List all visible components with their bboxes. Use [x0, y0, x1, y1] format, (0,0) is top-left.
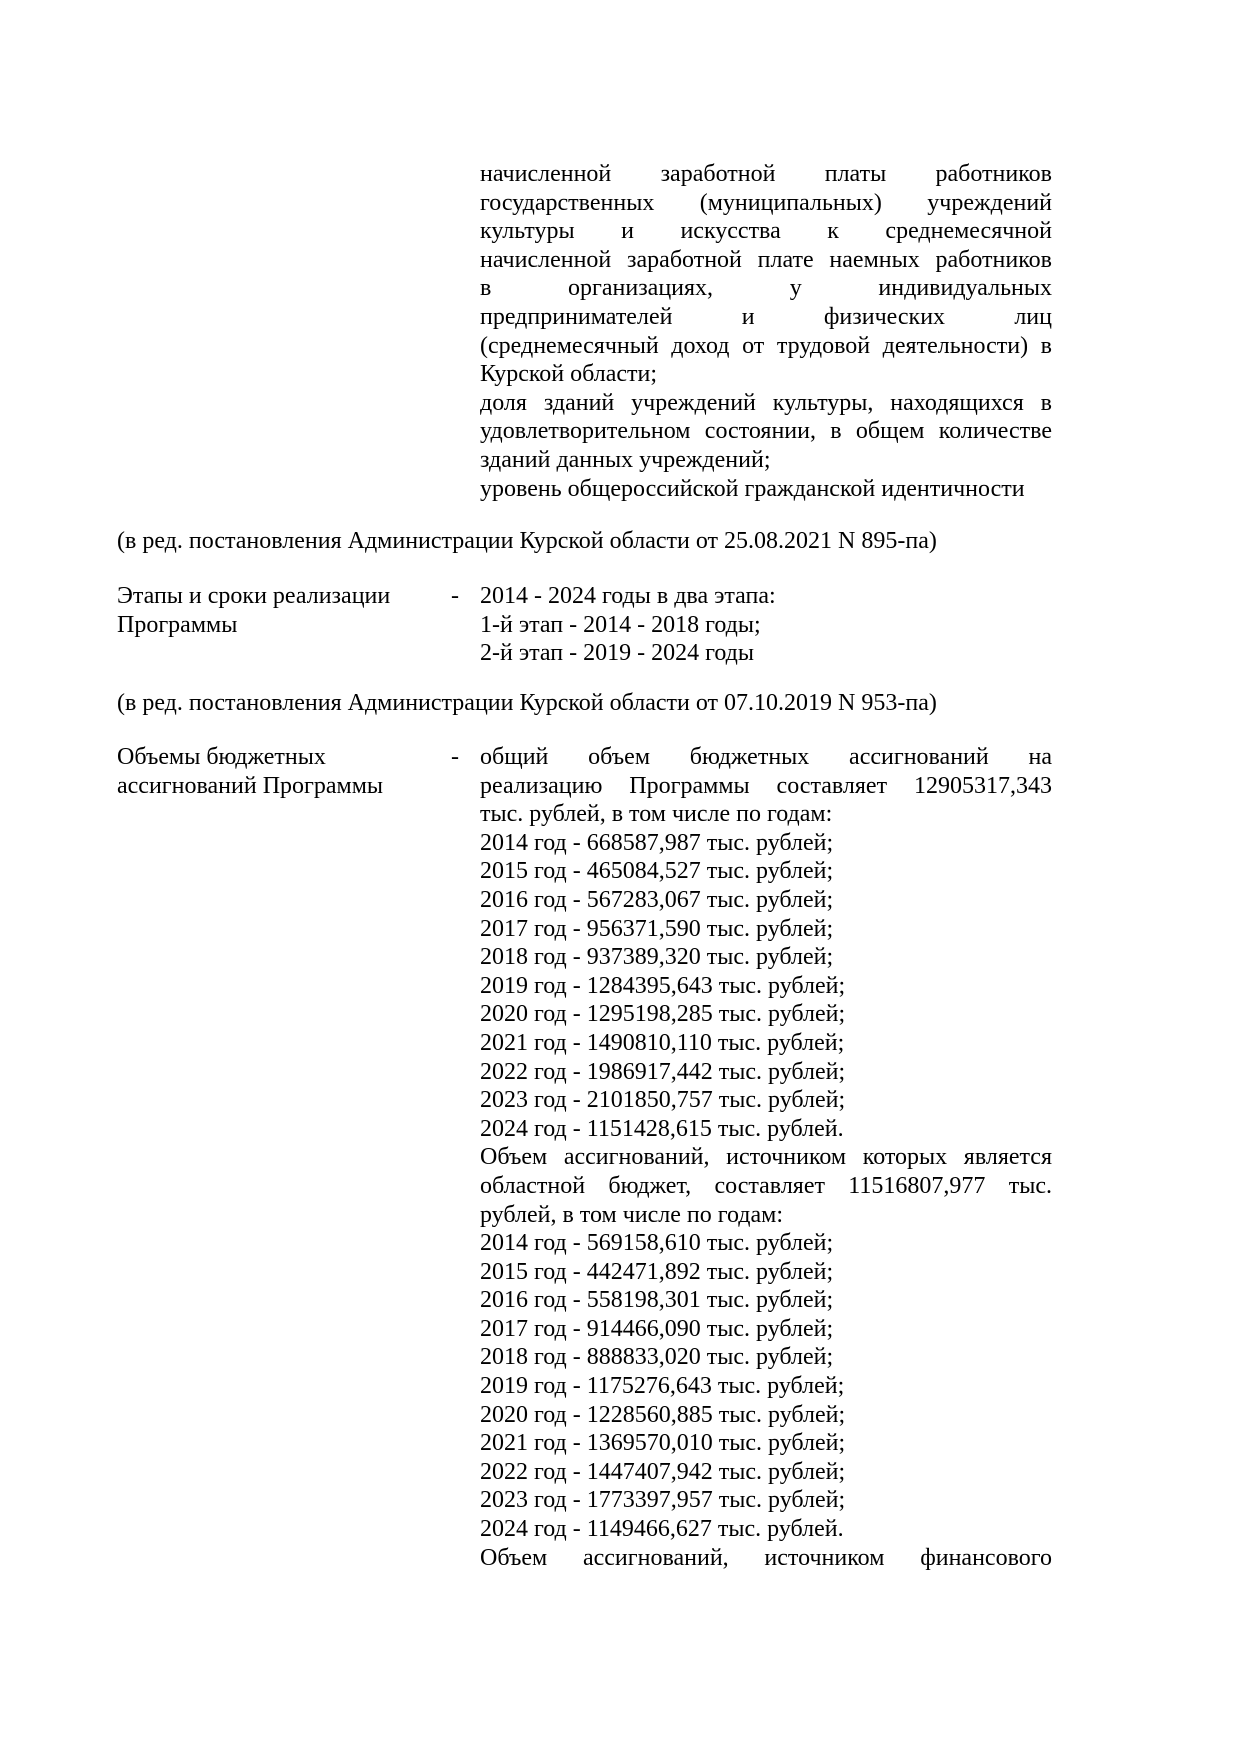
text-line: в организациях, у индивидуальных — [480, 275, 1052, 302]
text-line: общий объем бюджетных ассигнований на — [480, 744, 1052, 770]
year-line: 2022 год - 1447407,942 тыс. рублей; — [480, 1458, 846, 1485]
text-line: зданий данных учреждений; — [480, 446, 771, 473]
stages-dash: - — [451, 583, 459, 609]
year-line: 2020 год - 1228560,885 тыс. рублей; — [480, 1401, 846, 1428]
year-line: 2021 год - 1369570,010 тыс. рублей; — [480, 1430, 846, 1457]
text-line: Объем ассигнований, источником которых является — [480, 1144, 1052, 1171]
amendment-note: (в ред. постановления Администрации Курской области от 07.10.2019 N 953-па) — [117, 690, 937, 716]
text-line: удовлетворительном состоянии, в общем количестве — [480, 418, 1052, 445]
year-line: 2024 год - 1149466,627 тыс. рублей. — [480, 1516, 844, 1543]
text-line: начисленной заработной плате наемных работников — [480, 246, 1052, 273]
year-line: 2015 год - 442471,892 тыс. рублей; — [480, 1258, 834, 1285]
text-line: Объем ассигнований, источником финансового — [480, 1544, 1052, 1571]
text-line: государственных (муниципальных) учреждений — [480, 189, 1052, 216]
text-line: 2-й этап - 2019 - 2024 годы — [480, 640, 754, 667]
stages-label-line: Программы — [117, 611, 238, 638]
text-line: уровень общероссийской гражданской идентичности — [480, 475, 1025, 502]
text-line: культуры и искусства к среднемесячной — [480, 218, 1052, 245]
year-line: 2014 год - 569158,610 тыс. рублей; — [480, 1230, 834, 1257]
text-line: (среднемесячный доход от трудовой деятельности) в — [480, 332, 1052, 359]
text-line: Курской области; — [480, 361, 658, 388]
year-line: 2019 год - 1284395,643 тыс. рублей; — [480, 972, 846, 999]
year-line: 2021 год - 1490810,110 тыс. рублей; — [480, 1029, 845, 1056]
stages-value — [480, 582, 1052, 668]
year-line: 2023 год - 1773397,957 тыс. рублей; — [480, 1487, 846, 1514]
text-line: предпринимателей и физических лиц — [480, 303, 1052, 330]
text-line: реализацию Программы составляет 12905317,343 — [480, 772, 1052, 799]
year-line: 2024 год - 1151428,615 тыс. рублей. — [480, 1115, 844, 1142]
year-line: 2022 год - 1986917,442 тыс. рублей; — [480, 1058, 846, 1085]
year-line: 2023 год - 2101850,757 тыс. рублей; — [480, 1087, 846, 1114]
year-line: 2016 год - 558198,301 тыс. рублей; — [480, 1287, 834, 1314]
year-line: 2016 год - 567283,067 тыс. рублей; — [480, 886, 834, 913]
year-line: 2018 год - 888833,020 тыс. рублей; — [480, 1344, 834, 1371]
year-line: 2018 год - 937389,320 тыс. рублей; — [480, 944, 834, 971]
text-line: областной бюджет, составляет 11516807,977 тыс. — [480, 1172, 1052, 1199]
budget-value — [480, 743, 1052, 1572]
budget-label-line: Объемы бюджетных — [117, 744, 326, 770]
text-line: начисленной заработной платы работников — [480, 161, 1052, 187]
text-line: 2014 - 2024 годы в два этапа: — [480, 583, 776, 609]
year-line: 2015 год - 465084,527 тыс. рублей; — [480, 858, 834, 885]
year-line: 2020 год - 1295198,285 тыс. рублей; — [480, 1001, 846, 1028]
stages-label — [117, 582, 437, 639]
amendment-note: (в ред. постановления Администрации Курской области от 25.08.2021 N 895-па) — [117, 528, 937, 554]
text-line: доля зданий учреждений культуры, находящихся в — [480, 389, 1052, 416]
stages-label-line: Этапы и сроки реализации — [117, 583, 391, 609]
text-line: рублей, в том числе по годам: — [480, 1201, 783, 1228]
year-line: 2014 год - 668587,987 тыс. рублей; — [480, 829, 834, 856]
budget-label — [117, 743, 437, 800]
year-line: 2019 год - 1175276,643 тыс. рублей; — [480, 1373, 845, 1400]
budget-dash: - — [451, 744, 459, 770]
year-line: 2017 год - 956371,590 тыс. рублей; — [480, 915, 834, 942]
text-line: 1-й этап - 2014 - 2018 годы; — [480, 611, 761, 638]
indicators-continuation — [480, 160, 1052, 503]
text-line: тыс. рублей, в том числе по годам: — [480, 801, 833, 828]
budget-label-line: ассигнований Программы — [117, 772, 384, 799]
year-line: 2017 год - 914466,090 тыс. рублей; — [480, 1315, 834, 1342]
